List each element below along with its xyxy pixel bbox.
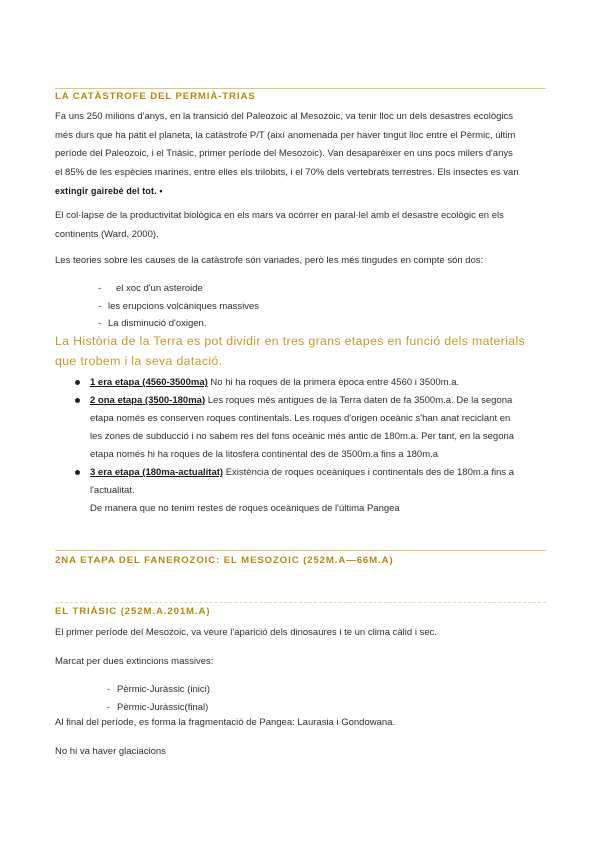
- list-item: - Pèrmic-Juràssic (inici): [107, 684, 210, 695]
- stage-3-label: 3 era etapa (180ma-actualitat): [90, 467, 224, 478]
- stage-2-label: 2 ona etapa (3500-180ma): [90, 395, 206, 406]
- intro-line-1: Fa uns 250 milions d'anys, en la transició del Paleozoic al Mesozoic, va tenir lloc un dels desastres ecològics: [55, 111, 514, 122]
- theories-paragraph: Les teories sobre les causes de la catàstrofe són variades, però les més tingudes en compte són dos:: [55, 255, 484, 266]
- intro-line-5: extingir gairebé del tot. •: [55, 186, 163, 196]
- stages-list: [55, 374, 546, 518]
- collapse-paragraph: [55, 207, 546, 244]
- triassic-paragraph-3: Al final del període, es forma la fragmentació de Pangea: Laurasia i Gondowana.: [55, 717, 396, 728]
- triassic-paragraph-2: Marcat per dues extincions massives:: [55, 656, 214, 667]
- section-rule-top: [55, 88, 546, 89]
- intro-paragraph: [55, 108, 546, 201]
- intro-line-4: el 85% de les espècies marines, entre elles els trilobits, i el 70% dels vertebrats terrestres. Els insectes es van: [55, 166, 519, 178]
- bullet-dot: [75, 470, 80, 475]
- collapse-line-1: El col·lapse de la productivitat biològica en els mars va ocórrer en paral·lel amb el desastre ecològic en els: [55, 210, 504, 221]
- section-heading-permian-triassic: LA CATÀSTROFE DEL PERMIÀ-TRIAS: [55, 91, 256, 102]
- bullet-dot: [75, 398, 80, 403]
- section-rule-mesozoic: [55, 550, 546, 551]
- intro-line-3: període del Paleozoic, i el Triàsic, primer període del Mesozoic). Van desaparèixer en uns pocs milers d'anys: [55, 148, 513, 159]
- history-line-1: La Història de la Terra es pot dividir en tres grans etapes en funció dels materials: [55, 334, 526, 348]
- list-item-stage-3: 3 era etapa (180ma-actualitat) Existència de roques oceàniques i continentals des de 180m.a fins a l'actualitat. De manera que no tenim restes de roques oceàniques de l'última Pangea: [55, 464, 546, 518]
- history-statement: [55, 331, 546, 371]
- causes-list: [98, 280, 260, 333]
- history-line-2: que trobem i la seva datació.: [55, 354, 223, 368]
- intro-line-2: més durs que ha patit el planeta, la catàstrofe P/T (així anomenada per haver tingut lloc entre el Pèrmic, últim: [55, 129, 516, 141]
- section-heading-triassic: EL TRIÀSIC (252M.A.201M.A): [55, 606, 211, 617]
- extinctions-list: [107, 681, 210, 716]
- list-item: - La disminució d'oxigen.: [98, 318, 207, 329]
- stage-1-label: 1 era etapa (4560-3500ma): [90, 377, 208, 388]
- section-rule-triassic: [55, 602, 546, 603]
- list-item: - les erupcions volcàniques massives: [98, 300, 260, 312]
- list-item: - el xoc d'un asteroide: [98, 283, 203, 294]
- list-item-stage-2: 2 ona etapa (3500-180ma) Les roques més antigues de la Terra daten de fa 3500m.a. De la segona etapa només es conserven roques continentals. Les roques d'origen oceànic s'han anat reciclant en les zones de subducció i no sabem res del fons oceànic més antic de 180m.a. Per tant, en la segona etapa només hi ha roques de la litosfera continental des de 3500m.a fins a 180m.a: [55, 392, 546, 464]
- triassic-paragraph-1: El primer període del Mesozoic, va veure l'aparició dels dinosaures i te un clima càlid i sec.: [55, 627, 437, 638]
- bullet-dot: [75, 380, 80, 385]
- collapse-line-2: continents (Ward, 2000).: [55, 228, 159, 240]
- triassic-paragraph-4: No hi va haver glaciacions: [55, 746, 166, 757]
- section-heading-mesozoic: 2NA ETAPA DEL FANEROZOIC: EL MESOZOIC (252M.A—66M.A): [55, 555, 394, 566]
- list-item: - Pèrmic-Juràssic(final): [107, 701, 209, 713]
- list-item-stage-1: 1 era etapa (4560-3500ma) No hi ha roques de la primera època entre 4560 i 3500m.a.: [55, 374, 546, 392]
